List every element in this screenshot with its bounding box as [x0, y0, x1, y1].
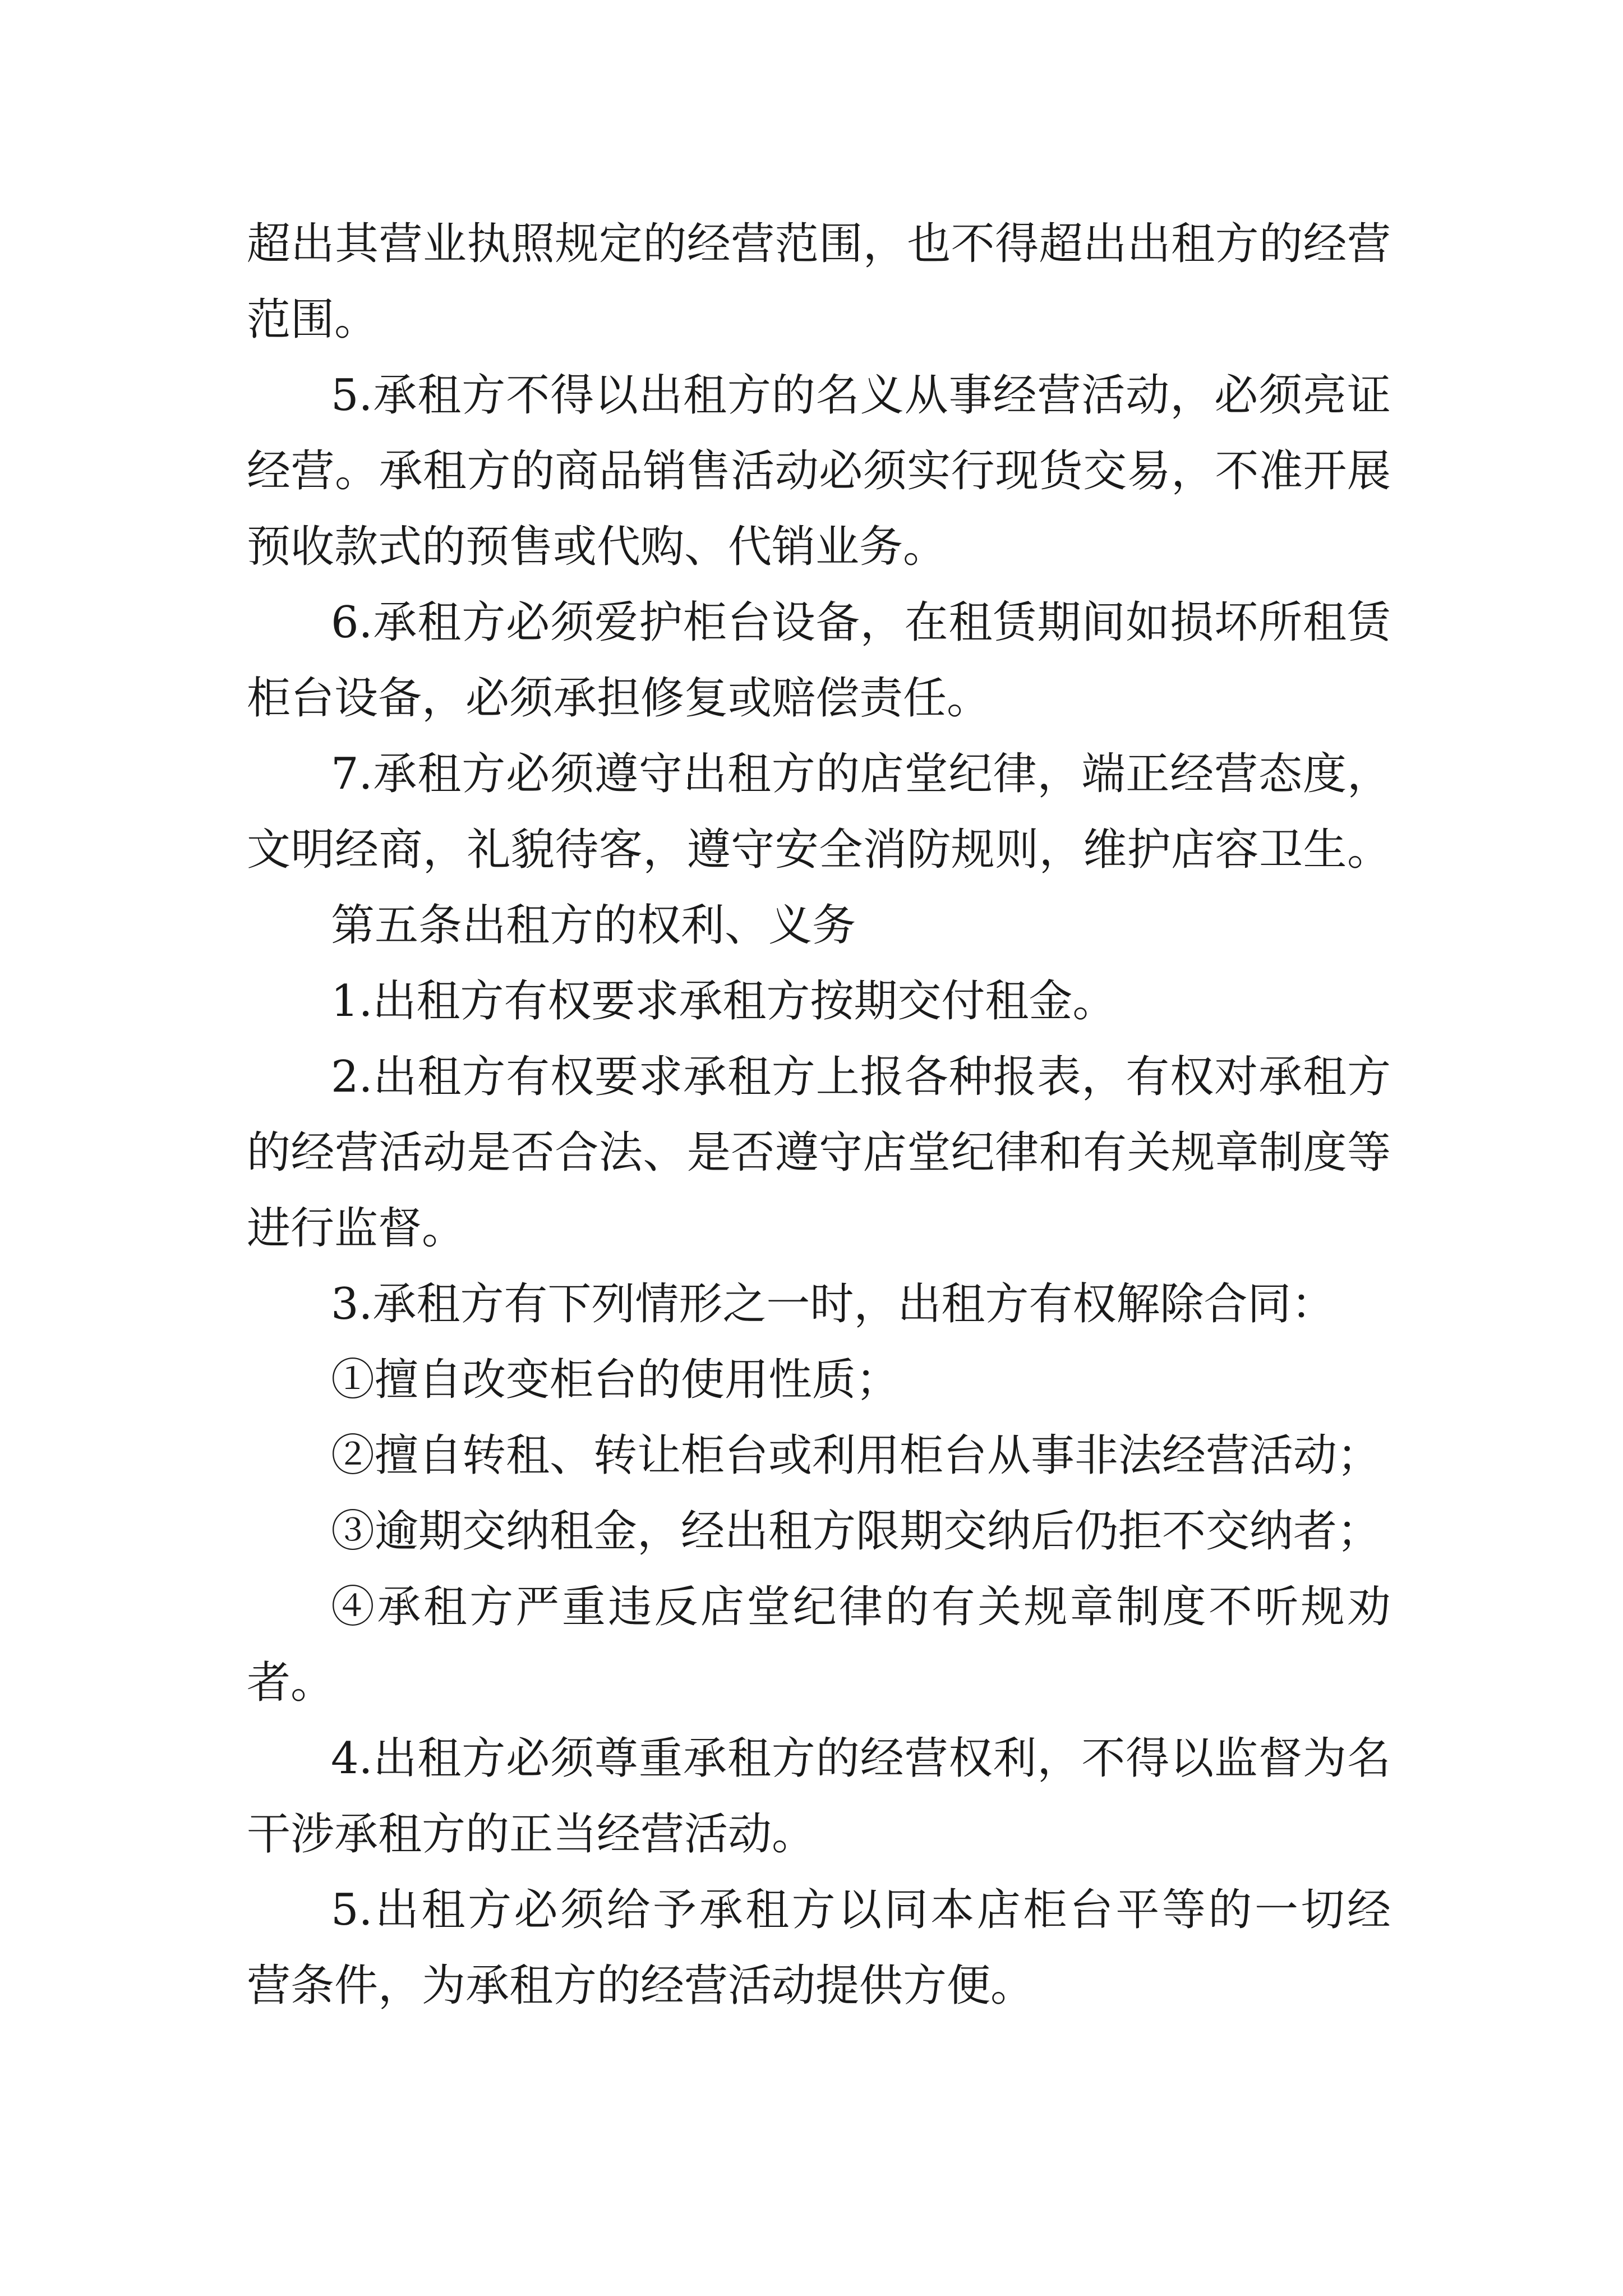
paragraph-line: 文明经商，礼貌待客，遵守安全消防规则，维护店容卫生。: [247, 825, 1391, 875]
clause-5-2-line: 2.出租方有权要求承租方上报各种报表，有权对承租方: [331, 1052, 1391, 1102]
clause-5-5-line: 5.出租方必须给予承租方以同本店柜台平等的一切经: [331, 1885, 1391, 1935]
paragraph-line: 营条件，为承租方的经营活动提供方便。: [247, 1961, 1035, 2011]
clause-5-1-line: 1.出租方有权要求承租方按期交付租金。: [331, 976, 1117, 1027]
clause-5-3-line: 3.承租方有下列情形之一时，出租方有权解除合同：: [331, 1279, 1335, 1329]
list-item: ④承租方严重违反店堂纪律的有关规章制度不听规劝: [331, 1582, 1391, 1632]
clause-4-6-line: 6.承租方必须爱护柜台设备，在租赁期间如损坏所租赁: [331, 597, 1391, 648]
list-item: ③逾期交纳租金，经出租方限期交纳后仍拒不交纳者；: [331, 1506, 1381, 1557]
list-item: ②擅自转租、转让柜台或利用柜台从事非法经营活动；: [331, 1430, 1381, 1481]
paragraph-line: 干涉承租方的正当经营活动。: [247, 1809, 816, 1860]
paragraph-line: 进行监督。: [247, 1203, 466, 1254]
paragraph-line: 者。: [247, 1658, 335, 1708]
paragraph-line: 范围。: [247, 295, 379, 345]
paragraph-line: 柜台设备，必须承担修复或赔偿责任。: [247, 673, 991, 724]
clause-4-7-line: 7.承租方必须遵守出租方的店堂纪律，端正经营态度，: [331, 749, 1391, 799]
list-item: ①擅自改变柜台的使用性质；: [331, 1355, 900, 1405]
paragraph-line: 预收款式的预售或代购、代销业务。: [247, 522, 947, 572]
section-heading: 第五条出租方的权利、义务: [331, 900, 856, 951]
paragraph-line: 超出其营业执照规定的经营范围，也不得超出出租方的经营: [247, 219, 1391, 269]
clause-5-4-line: 4.出租方必须尊重承租方的经营权利，不得以监督为名: [331, 1733, 1391, 1784]
paragraph-line: 的经营活动是否合法、是否遵守店堂纪律和有关规章制度等: [247, 1128, 1391, 1178]
clause-4-5-line: 5.承租方不得以出租方的名义从事经营活动，必须亮证: [331, 370, 1391, 421]
paragraph-line: 经营。承租方的商品销售活动必须实行现货交易，不准开展: [247, 446, 1391, 496]
